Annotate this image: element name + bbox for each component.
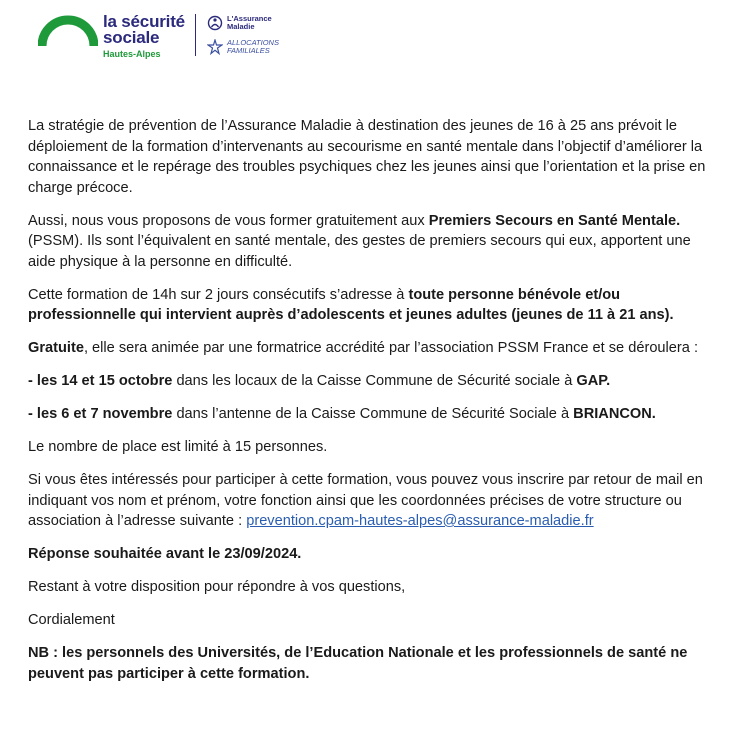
audience-paragraph [28,285,718,326]
logo-divider [195,14,196,56]
pssm-title: Premiers Secours en Santé Mentale. [428,212,681,229]
session-briancon [28,404,718,425]
capacity-paragraph: Le nombre de place est limité à 15 personnes. [28,439,328,455]
session-gap-text: dans les locaux de la Caisse Commune de Sécurité sociale à [172,373,577,389]
registration-text: Si vous êtes intéressés pour participer à cette formation, vous pouvez vous inscrire par retour de mail en indiquant vos nom et prénom, votre fonction ainsi que les coordonnées précises de votre structure ou association à l’adresse suivante : [28,472,703,529]
availability-paragraph: Restant à votre disposition pour répondre à vos questions, [28,579,406,595]
free-training-paragraph [28,338,718,359]
securite-sociale-arc-logo [38,12,98,48]
deadline-text: Réponse souhaitée avant le 23/09/2024. [28,546,302,562]
closing-paragraph: Cordialement [28,612,115,628]
session-gap-dates: - les 14 et 15 octobre [28,373,173,389]
free-label: Gratuite [28,340,84,356]
session-briancon-text: dans l’antenne de la Caisse Commune de Sécurité Sociale à [172,406,574,422]
brand-region: Hautes-Alpes [103,49,161,59]
pssm-text: Aussi, nous vous proposons de vous former gratuitement aux [28,212,429,229]
partner1-line2: Maladie [227,22,255,31]
session-briancon-dates: - les 6 et 7 novembre [28,406,173,422]
letter-body [28,116,718,697]
pssm-description: (PSSM). Ils sont l’équivalent en santé mentale, des gestes de premiers secours qui eux, apportent une aide physique à la personne en difficulté. [28,233,691,270]
brand-line1: la sécurité [103,12,185,31]
session-gap-city: GAP. [576,373,611,389]
partner2-line2: FAMILIALES [227,46,270,55]
contact-email-link[interactable]: prevention.cpam-hautes-alpes@assurance-maladie.fr [246,513,594,529]
partner2-line1: ALLOCATIONS [227,38,279,47]
assurance-maladie-logo [207,15,272,31]
note-paragraph [28,643,718,684]
intro-paragraph: La stratégie de prévention de l’Assurance Maladie à destination des jeunes de 16 à 25 ans prévoit le déploiement de la formation d’intervenants au secourisme en santé mentale dans l’objectif d’améliorer la connaissance et le repérage des troubles psychiques chez les jeunes ainsi que l’orientation et la prise en charge précoce. [28,118,706,196]
session-gap [28,371,718,392]
brand-name [103,14,185,59]
note-text: NB : les personnels des Universités, de l’Education Nationale et les professionnels de santé ne peuvent pas participer à cette formation. [28,645,688,682]
allocations-familiales-icon [207,39,223,55]
session-briancon-city: BRIANCON. [573,406,656,422]
deadline-paragraph [28,544,718,565]
brand-line2: sociale [103,28,160,47]
partner1-line1: L'Assurance [227,14,272,23]
registration-paragraph [28,470,718,532]
pssm-paragraph [28,211,718,273]
letterhead [0,0,743,70]
assurance-maladie-icon [207,15,223,31]
free-text: , elle sera animée par une formatrice accrédité par l’association PSSM France et se déroulera : [83,340,698,356]
audience-text: Cette formation de 14h sur 2 jours consécutifs s’adresse à [28,286,409,303]
audience-target: toute personne bénévole et/ou professionnelle qui intervient auprès d’adolescents et jeunes adultes (jeunes de 11 à 21 ans). [28,286,674,323]
allocations-familiales-logo [207,39,279,55]
